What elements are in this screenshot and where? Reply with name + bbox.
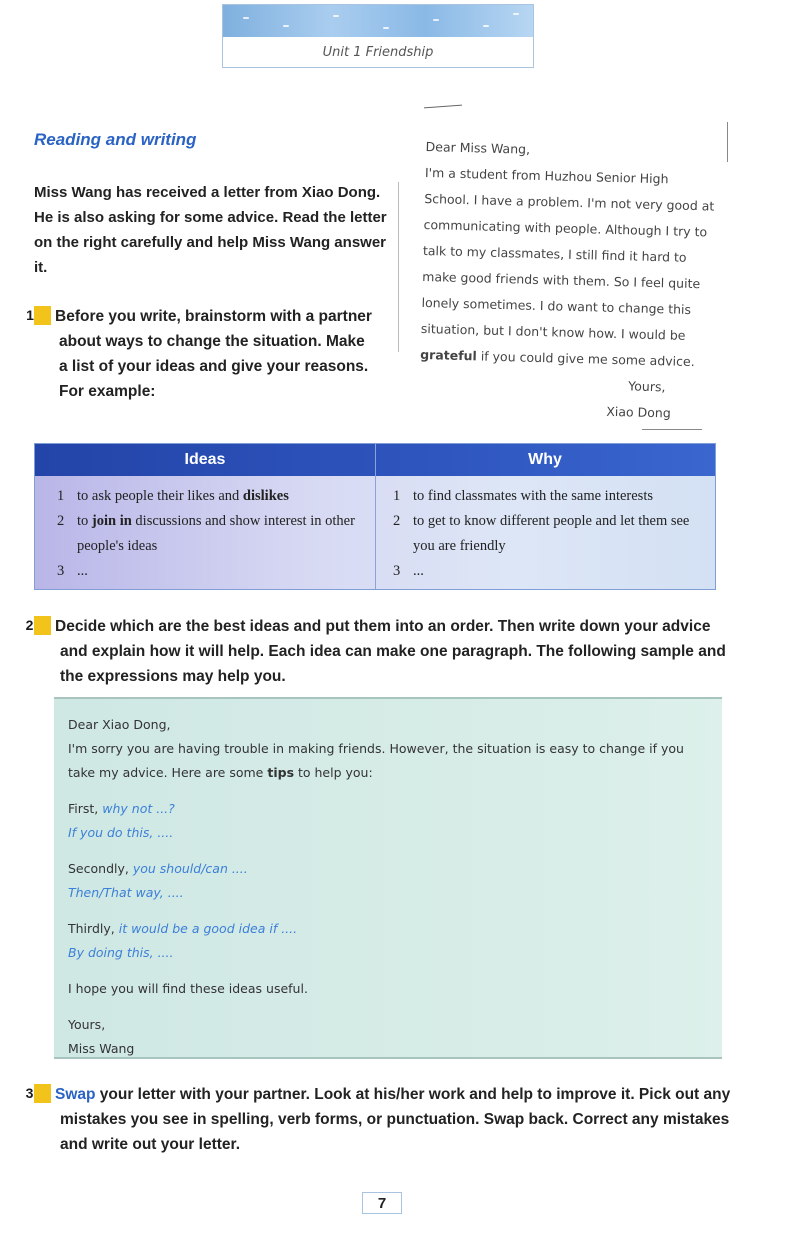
sample-third: Thirdly, it would be a good idea if .... [68, 921, 298, 936]
sample-third-expr: By doing this, .... [68, 945, 174, 960]
letter-signature: Xiao Dong [606, 403, 671, 421]
task-3 [25, 1082, 734, 1157]
why-column [379, 484, 709, 584]
task-number-badge: 2 [34, 616, 51, 635]
sample-second: Secondly, you should/can .... [68, 861, 248, 876]
letter-closing: Yours, [628, 378, 666, 395]
unit-banner [222, 4, 534, 68]
sample-second-expr: Then/That way, .... [68, 885, 184, 900]
task-3-text: your letter with your partner. Look at his/her work and help to improve it. Pick out any mistakes you see in spelling, verb forms, or punctuation. Swap back. Correct any mistakes and write out your letter. [60, 1086, 731, 1153]
sample-closing: Yours, [68, 1017, 106, 1032]
letter-from-xiao-dong [404, 122, 726, 422]
task-number-badge: 3 [34, 1084, 51, 1103]
task-1 [26, 304, 374, 404]
idea-item: 2 to join in discussions and show interest in other people's ideas [57, 513, 355, 554]
idea-item: 1 to ask people their likes and dislikes [57, 488, 289, 504]
why-item: 3 ... [393, 563, 424, 579]
why-item: 1 to find classmates with the same interests [393, 488, 654, 504]
intro-paragraph: Miss Wang has received a letter from Xiao Dong. He is also asking for some advice. Read the letter on the right carefully and help Miss Wang answer it. [34, 184, 387, 276]
task-2 [25, 614, 734, 689]
letter-bold-word: grateful [420, 346, 478, 364]
unit-title: Unit 1 Friendship [322, 45, 434, 60]
sample-letter-box [54, 697, 722, 1059]
sample-first: First, why not ...? [68, 801, 175, 816]
ideas-column [43, 484, 369, 584]
sample-intro: I'm sorry you are having trouble in making friends. However, the situation is easy to change if you take my advice. Here are some tips to help you: [68, 741, 684, 780]
sample-signature: Miss Wang [68, 1041, 135, 1056]
banner-decoration [223, 5, 533, 37]
sample-first-expr: If you do this, .... [68, 825, 174, 840]
task-2-text: Decide which are the best ideas and put them into an order. Then write down your advice and explain how it will help. Each idea can make one paragraph. The following sample and the expressions may help you. [55, 618, 726, 685]
letter-greeting: Dear Miss Wang, [425, 138, 531, 157]
ideas-header: Ideas [184, 451, 226, 468]
task-number-badge: 1 [34, 306, 51, 325]
sample-greeting: Dear Xiao Dong, [68, 717, 171, 732]
swap-word: Swap [55, 1086, 96, 1103]
letter-body: I'm a student from Huzhou Senior High School. I have a problem. I'm not very good at communicating with people. Although I try to talk to my classmates, I still find it hard to make good friends with them. So I feel quite lonely sometimes. I do want to change this situation, but I don't know how. I would be grateful if you could give me some advice. [420, 164, 715, 370]
idea-item: 3 ... [57, 563, 88, 579]
ideas-why-table [34, 443, 716, 590]
why-header: Why [528, 451, 562, 468]
sample-hope: I hope you will find these ideas useful. [68, 981, 308, 996]
task-1-text: Before you write, brainstorm with a partner about ways to change the situation. Make a list of your ideas and give your reasons. For example: [55, 308, 372, 400]
why-item: 2 to get to know different people and let them see you are friendly [393, 513, 690, 554]
section-title: Reading and writing [34, 130, 197, 149]
page-number: 7 [362, 1192, 402, 1214]
